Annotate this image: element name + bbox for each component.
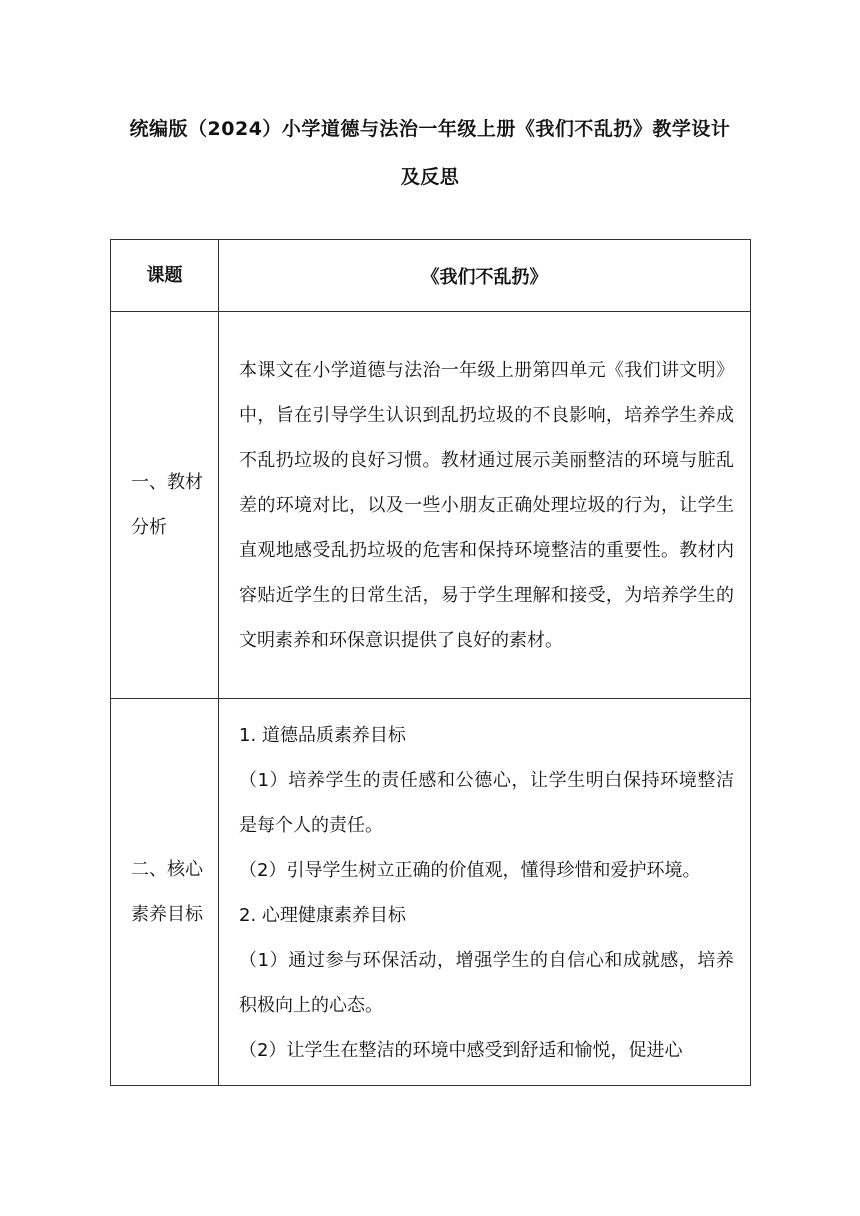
topic-label: 课题 — [111, 240, 219, 312]
topic-value: 《我们不乱扔》 — [219, 240, 751, 312]
table-row-goals — [111, 699, 751, 1086]
goal-item: （2）引导学生树立正确的价值观，懂得珍惜和爱护环境。 — [239, 860, 701, 881]
goal-heading-1: 1. 道德品质素养目标 — [239, 725, 406, 746]
document-title — [110, 105, 750, 201]
goal-item: （1）通过参与环保活动，增强学生的自信心和成就感，培养积极向上的心态。 — [239, 950, 734, 1016]
document-title-line-2: 及反思 — [400, 166, 460, 188]
goal-item: （1）培养学生的责任感和公德心，让学生明白保持环境整洁是每个人的责任。 — [239, 770, 734, 836]
analysis-label: 一、教材分析 — [111, 312, 219, 699]
goals-content — [219, 699, 751, 1086]
document-title-line-1: 统编版（2024）小学道德与法治一年级上册《我们不乱扔》教学设计 — [129, 118, 731, 140]
goal-heading-2: 2. 心理健康素养目标 — [239, 905, 406, 926]
lesson-plan-table — [110, 239, 751, 1086]
table-row-analysis — [111, 312, 751, 699]
analysis-text: 本课文在小学道德与法治一年级上册第四单元《我们讲文明》中，旨在引导学生认识到乱扔垃圾的不良影响，培养学生养成不乱扔垃圾的良好习惯。教材通过展示美丽整洁的环境与脏乱差的环境对比，以及一些小朋友正确处理垃圾的行为，让学生直观地感受乱扔垃圾的危害和保持环境整洁的重要性。教材内容贴近学生的日常生活，易于学生理解和接受，为培养学生的文明素养和环保意识提供了良好的素材。 — [219, 312, 751, 699]
table-row-topic — [111, 240, 751, 312]
goal-item: （2）让学生在整洁的环境中感受到舒适和愉悦，促进心 — [239, 1040, 683, 1061]
goals-label: 二、核心素养目标 — [111, 699, 219, 1086]
